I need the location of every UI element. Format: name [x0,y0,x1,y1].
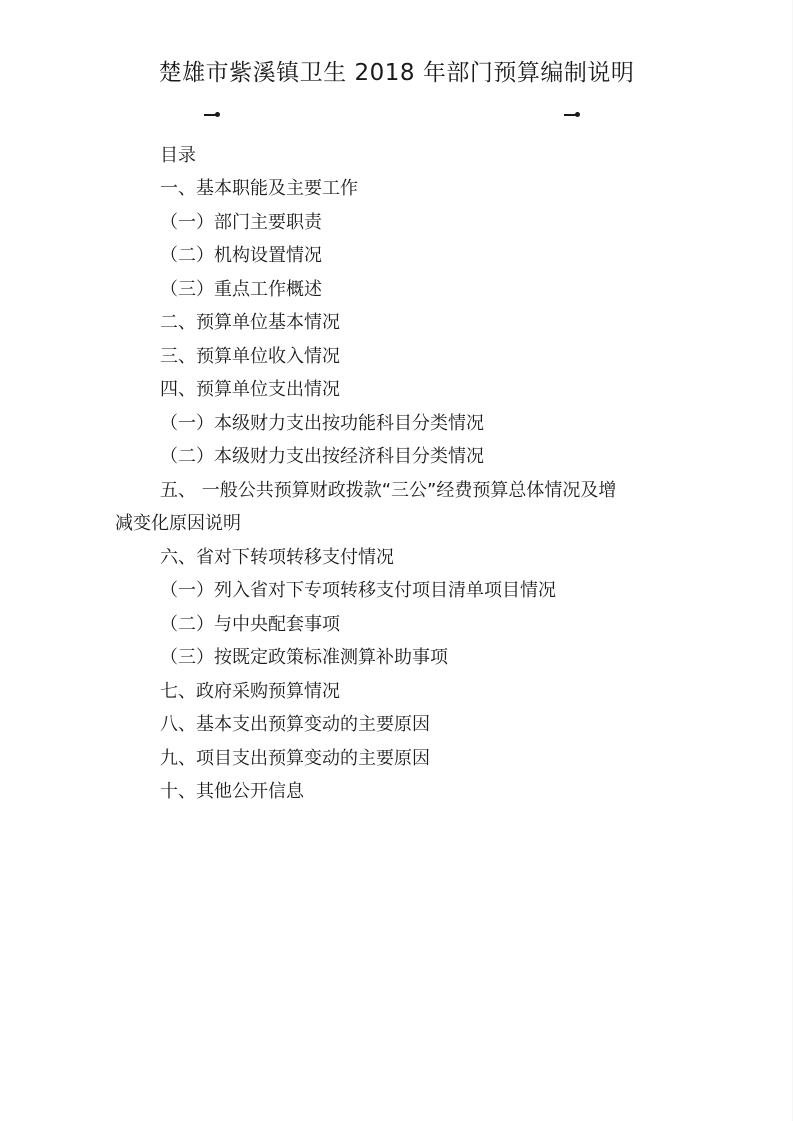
toc-item: （三）按既定政策标准测算补助事项 [160,647,448,668]
toc-item: 五、 一般公共预算财政拨款“三公”经费预算总体情况及增 [160,480,617,501]
toc-item: 一、基本职能及主要工作 [160,178,358,199]
toc-item: （二）本级财力支出按经济科目分类情况 [160,446,484,467]
toc-item: 七、政府采购预算情况 [160,681,340,702]
document-title: 楚雄市紫溪镇卫生 2018 年部门预算编制说明 [158,60,635,86]
toc-item: 六、省对下转项转移支付情况 [160,547,394,568]
toc-item: （一）列入省对下专项转移支付项目清单项目情况 [160,580,556,601]
toc-item: 四、预算单位支出情况 [160,379,340,400]
left-ornament-icon [204,110,220,118]
toc-item: （三）重点工作概述 [160,279,322,300]
toc-item-continuation: 减变化原因说明 [115,513,241,534]
toc-item: 八、基本支出预算变动的主要原因 [160,714,430,735]
toc-item: （一）部门主要职责 [160,212,322,233]
toc-item: （二）机构设置情况 [160,245,322,266]
toc-item: （二）与中央配套事项 [160,614,340,635]
toc-item: （一）本级财力支出按功能科目分类情况 [160,413,484,434]
toc-item: 九、项目支出预算变动的主要原因 [160,748,430,769]
right-ornament-icon [564,110,580,118]
toc-item: 三、预算单位收入情况 [160,346,340,367]
toc-heading: 目录 [160,145,196,166]
toc-item: 二、预算单位基本情况 [160,312,340,333]
toc-item: 十、其他公开信息 [160,781,304,802]
